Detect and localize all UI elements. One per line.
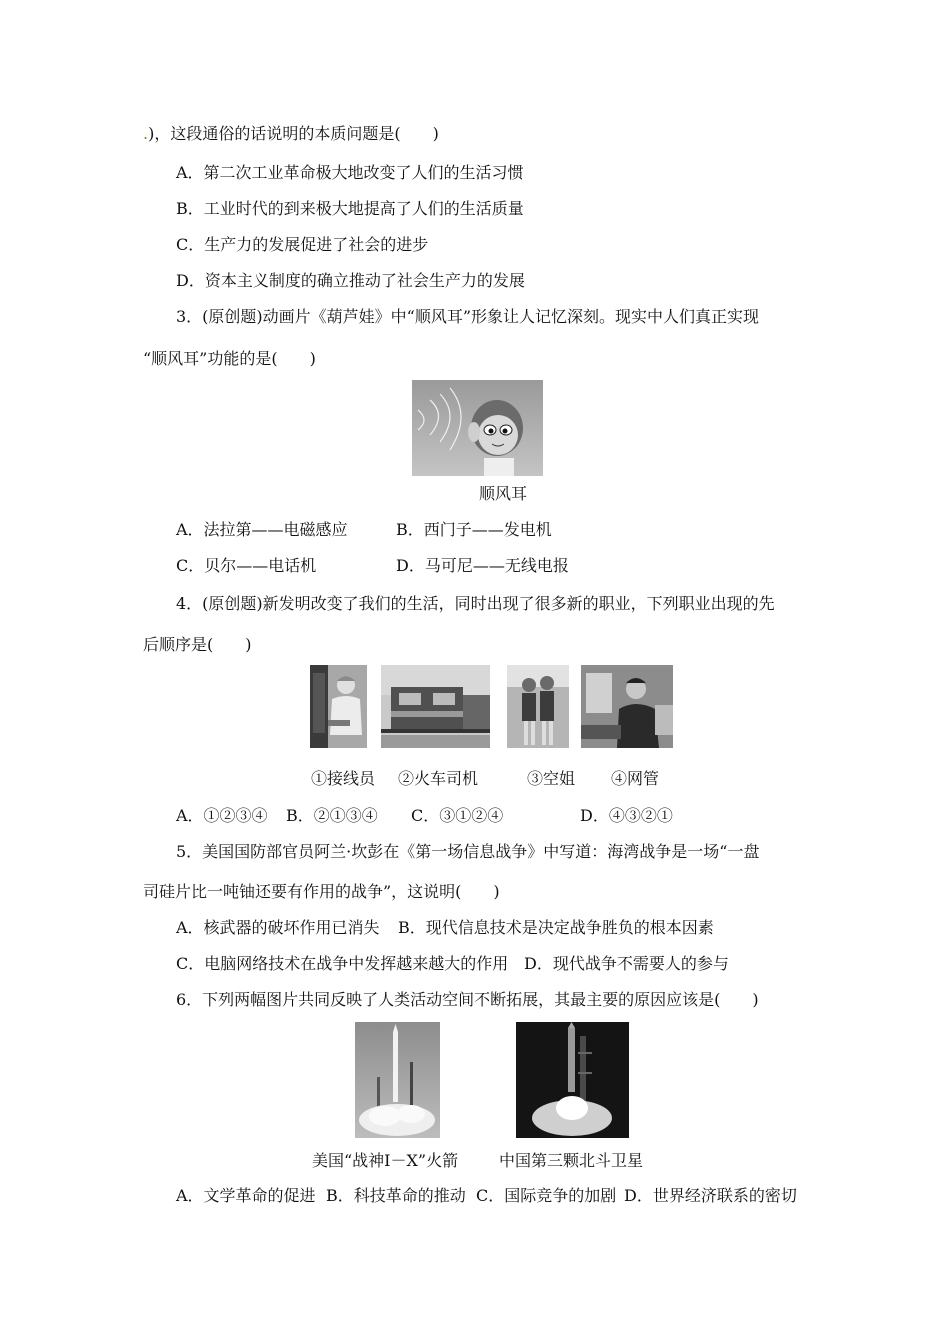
q4-caption-2: ②火车司机 bbox=[398, 769, 479, 788]
q4-option-b: B．②①③④ bbox=[286, 806, 378, 825]
q2-intro bbox=[143, 124, 439, 144]
shunfenger-caption: 顺风耳 bbox=[479, 484, 528, 503]
q5-stem-line2: 司硅片比一吨铀还要有作用的战争”，这说明( ) bbox=[143, 882, 500, 901]
q4-option-c: C．③①②④ bbox=[411, 806, 504, 825]
q3-option-a: A．法拉第——电磁感应 bbox=[176, 520, 348, 539]
netadmin-photo bbox=[581, 665, 673, 748]
q3-option-b: B．西门子——发电机 bbox=[396, 520, 552, 539]
q6-stem: 6．下列两幅图片共同反映了人类活动空间不断拓展，其最主要的原因应该是( ) bbox=[176, 990, 759, 1009]
beidou-launch-photo bbox=[516, 1022, 629, 1138]
q4-stem-line2: 后顺序是( ) bbox=[143, 635, 252, 654]
q6-option-d: D．世界经济联系的密切 bbox=[624, 1186, 797, 1205]
q3-option-d: D．马可尼——无线电报 bbox=[396, 556, 569, 575]
q4-caption-4: ④网管 bbox=[611, 769, 660, 788]
train-photo bbox=[381, 665, 490, 748]
q5-option-a: A．核武器的破坏作用已消失 bbox=[176, 918, 380, 937]
q2-option-b: B．工业时代的到来极大地提高了人们的生活质量 bbox=[176, 199, 524, 218]
shunfenger-image bbox=[412, 380, 543, 476]
q3-stem-line1: 3．(原创题)动画片《葫芦娃》中“顺风耳”形象让人记忆深刻。现实中人们真正实现 bbox=[176, 307, 760, 326]
q4-caption-3: ③空姐 bbox=[527, 769, 576, 788]
q6-caption-1: 美国“战神Ⅰ－X”火箭 bbox=[312, 1151, 459, 1170]
stewardess-photo bbox=[507, 665, 569, 748]
q5-option-b: B．现代信息技术是决定战争胜负的根本因素 bbox=[398, 918, 714, 937]
q6-caption-2: 中国第三颗北斗卫星 bbox=[499, 1151, 644, 1170]
q5-stem-line1: 5．美国国防部官员阿兰·坎彭在《第一场信息战争》中写道：海湾战争是一场“一盘 bbox=[176, 842, 760, 861]
operator-photo bbox=[310, 665, 367, 748]
q6-option-a: A．文学革命的促进 bbox=[176, 1186, 316, 1205]
q6-option-b: B．科技革命的推动 bbox=[326, 1186, 466, 1205]
q5-option-c: C．电脑网络技术在战争中发挥越来越大的作用 bbox=[176, 954, 509, 973]
q4-option-d: D．④③②① bbox=[580, 806, 673, 825]
q2-intro-text: )，这段通俗的话说明的本质问题是( ) bbox=[148, 124, 439, 143]
q5-option-d: D．现代战争不需要人的参与 bbox=[524, 954, 729, 973]
q3-stem-line2: “顺风耳”功能的是( ) bbox=[143, 349, 316, 368]
q2-option-c: C．生产力的发展促进了社会的进步 bbox=[176, 235, 429, 254]
q6-option-c: C．国际竞争的加剧 bbox=[476, 1186, 617, 1205]
q2-option-a: A．第二次工业革命极大地改变了人们的生活习惯 bbox=[176, 163, 524, 182]
q3-option-c: C．贝尔——电话机 bbox=[176, 556, 317, 575]
ares-rocket-photo bbox=[355, 1022, 440, 1138]
q4-caption-1: ①接线员 bbox=[311, 769, 376, 788]
q2-option-d: D．资本主义制度的确立推动了社会生产力的发展 bbox=[176, 271, 525, 290]
q2-intro-mark: . bbox=[143, 124, 149, 143]
q4-option-a: A．①②③④ bbox=[176, 806, 268, 825]
q4-stem-line1: 4．(原创题)新发明改变了我们的生活，同时出现了很多新的职业，下列职业出现的先 bbox=[176, 594, 775, 613]
